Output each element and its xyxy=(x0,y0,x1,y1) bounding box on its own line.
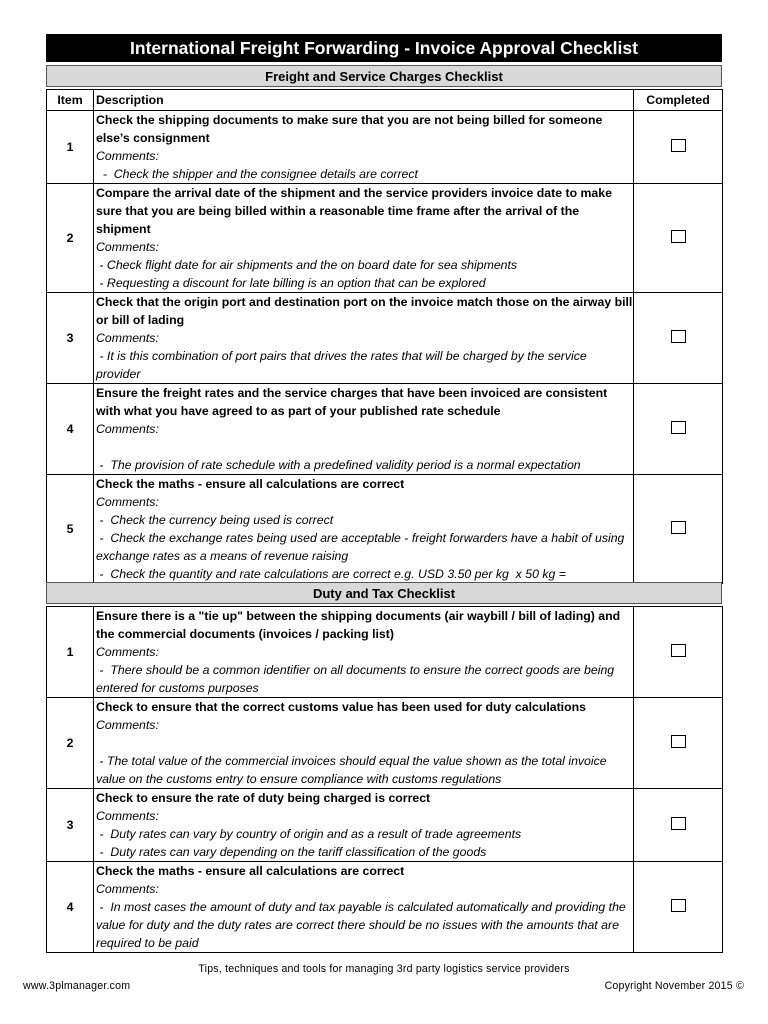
checklist-row xyxy=(47,698,723,789)
item-description xyxy=(94,789,634,862)
comments-label: Comments: xyxy=(96,809,159,823)
item-number: 4 xyxy=(47,862,94,953)
item-title: Ensure the freight rates and the service charges that have been invoiced are consistent with what you have agreed to as part of your published rate schedule xyxy=(96,386,608,418)
comment-line: - Duty rates can vary by country of origin and as a result of trade agreements xyxy=(96,827,522,841)
item-title: Check that the origin port and destination port on the invoice match those on the airway bill or bill of lading xyxy=(96,295,633,327)
completed-cell xyxy=(634,384,723,475)
checklist-row xyxy=(47,293,723,384)
completed-cell xyxy=(634,111,723,184)
item-title: Check the shipping documents to make sure that you are not being billed for someone else’s consignment xyxy=(96,113,603,145)
item-number: 3 xyxy=(47,789,94,862)
item-description xyxy=(94,862,634,953)
completed-cell xyxy=(634,184,723,293)
comments-label: Comments: xyxy=(96,882,159,896)
completed-checkbox[interactable] xyxy=(671,644,686,657)
column-completed: Completed xyxy=(634,90,723,111)
comment-line: - The total value of the commercial invoices should equal the value shown as the total invoice value on the customs entry to ensure compliance with customs regulations xyxy=(96,754,611,786)
item-number: 2 xyxy=(47,184,94,293)
completed-checkbox[interactable] xyxy=(671,521,686,534)
completed-cell xyxy=(634,607,723,698)
completed-checkbox[interactable] xyxy=(671,817,686,830)
completed-checkbox[interactable] xyxy=(671,230,686,243)
duty-checklist-table xyxy=(46,606,723,953)
comment-line: - Check the exchange rates being used are acceptable - freight forwarders have a habit of using exchange rates as a means of revenue raising xyxy=(96,531,628,563)
item-description xyxy=(94,184,634,293)
comment-line: - Duty rates can vary depending on the tariff classification of the goods xyxy=(96,845,487,859)
completed-cell xyxy=(634,862,723,953)
completed-checkbox[interactable] xyxy=(671,330,686,343)
comment-line: - It is this combination of port pairs that drives the rates that will be charged by the service provider xyxy=(96,349,591,381)
comments-label: Comments: xyxy=(96,331,159,345)
comments-label: Comments: xyxy=(96,495,159,509)
column-header-row xyxy=(47,90,723,111)
item-number: 1 xyxy=(47,607,94,698)
completed-checkbox[interactable] xyxy=(671,421,686,434)
comment-line: - There should be a common identifier on all documents to ensure the correct goods are being entered for customs purposes xyxy=(96,663,618,695)
comment-line: - Check flight date for air shipments and the on board date for sea shipments xyxy=(96,258,518,272)
comments-label: Comments: xyxy=(96,718,159,732)
item-title: Ensure there is a "tie up" between the shipping documents (air waybill / bill of lading) and the commercial documents (invoices / packing list) xyxy=(96,609,621,641)
footer-tagline: Tips, techniques and tools for managing 3rd party logistics service providers xyxy=(198,963,570,975)
page-title: International Freight Forwarding - Invoice Approval Checklist xyxy=(46,34,722,62)
comment-line: - Check the shipper and the consignee details are correct xyxy=(96,167,418,181)
item-number: 5 xyxy=(47,475,94,584)
checklist-row xyxy=(47,184,723,293)
checklist-row xyxy=(47,862,723,953)
item-description xyxy=(94,384,634,475)
item-title: Check to ensure the rate of duty being charged is correct xyxy=(96,791,431,805)
completed-cell xyxy=(634,698,723,789)
column-description: Description xyxy=(94,90,634,111)
duty-section-header: Duty and Tax Checklist xyxy=(46,582,722,604)
freight-rows xyxy=(47,111,723,584)
completed-checkbox[interactable] xyxy=(671,899,686,912)
item-title: Compare the arrival date of the shipment and the service providers invoice date to make sure that you are being billed within a reasonable time frame after the arrival of the shipment xyxy=(96,186,612,236)
comment-line: - The provision of rate schedule with a predefined validity period is a normal expectation xyxy=(96,458,581,472)
item-description xyxy=(94,475,634,584)
item-description xyxy=(94,293,634,384)
duty-rows xyxy=(47,607,723,953)
comment-line: - Requesting a discount for late billing is an option that can be explored xyxy=(96,276,486,290)
checklist-row xyxy=(47,111,723,184)
column-item: Item xyxy=(47,90,94,111)
completed-checkbox[interactable] xyxy=(671,139,686,152)
completed-cell xyxy=(634,789,723,862)
item-description xyxy=(94,607,634,698)
item-title: Check to ensure that the correct customs value has been used for duty calculations xyxy=(96,700,586,714)
checklist-row xyxy=(47,475,723,584)
comments-label: Comments: xyxy=(96,240,159,254)
completed-cell xyxy=(634,293,723,384)
checklist-row xyxy=(47,607,723,698)
item-title: Check the maths - ensure all calculations are correct xyxy=(96,864,405,878)
checklist-row xyxy=(47,789,723,862)
comments-label: Comments: xyxy=(96,149,159,163)
footer-website: www.3plmanager.com xyxy=(23,980,131,992)
item-title: Check the maths - ensure all calculations are correct xyxy=(96,477,405,491)
comment-line: - Check the quantity and rate calculations are correct e.g. USD 3.50 per kg x 50 kg = xyxy=(96,567,566,581)
checklist-row xyxy=(47,384,723,475)
item-description xyxy=(94,698,634,789)
comment-line xyxy=(96,734,633,752)
comment-line: - In most cases the amount of duty and tax payable is calculated automatically and providing the value for duty and the duty rates are correct there should be no issues with the amounts that are required to be paid xyxy=(96,900,630,950)
item-number: 2 xyxy=(47,698,94,789)
item-description xyxy=(94,111,634,184)
item-number: 4 xyxy=(47,384,94,475)
comment-line: - Check the currency being used is correct xyxy=(96,513,334,527)
completed-cell xyxy=(634,475,723,584)
freight-checklist-table xyxy=(46,89,723,584)
item-number: 3 xyxy=(47,293,94,384)
freight-section-header: Freight and Service Charges Checklist xyxy=(46,65,722,87)
comments-label: Comments: xyxy=(96,645,159,659)
comment-line xyxy=(96,438,633,456)
footer-copyright: Copyright November 2015 © xyxy=(604,980,744,992)
completed-checkbox[interactable] xyxy=(671,735,686,748)
item-number: 1 xyxy=(47,111,94,184)
comments-label: Comments: xyxy=(96,422,159,436)
